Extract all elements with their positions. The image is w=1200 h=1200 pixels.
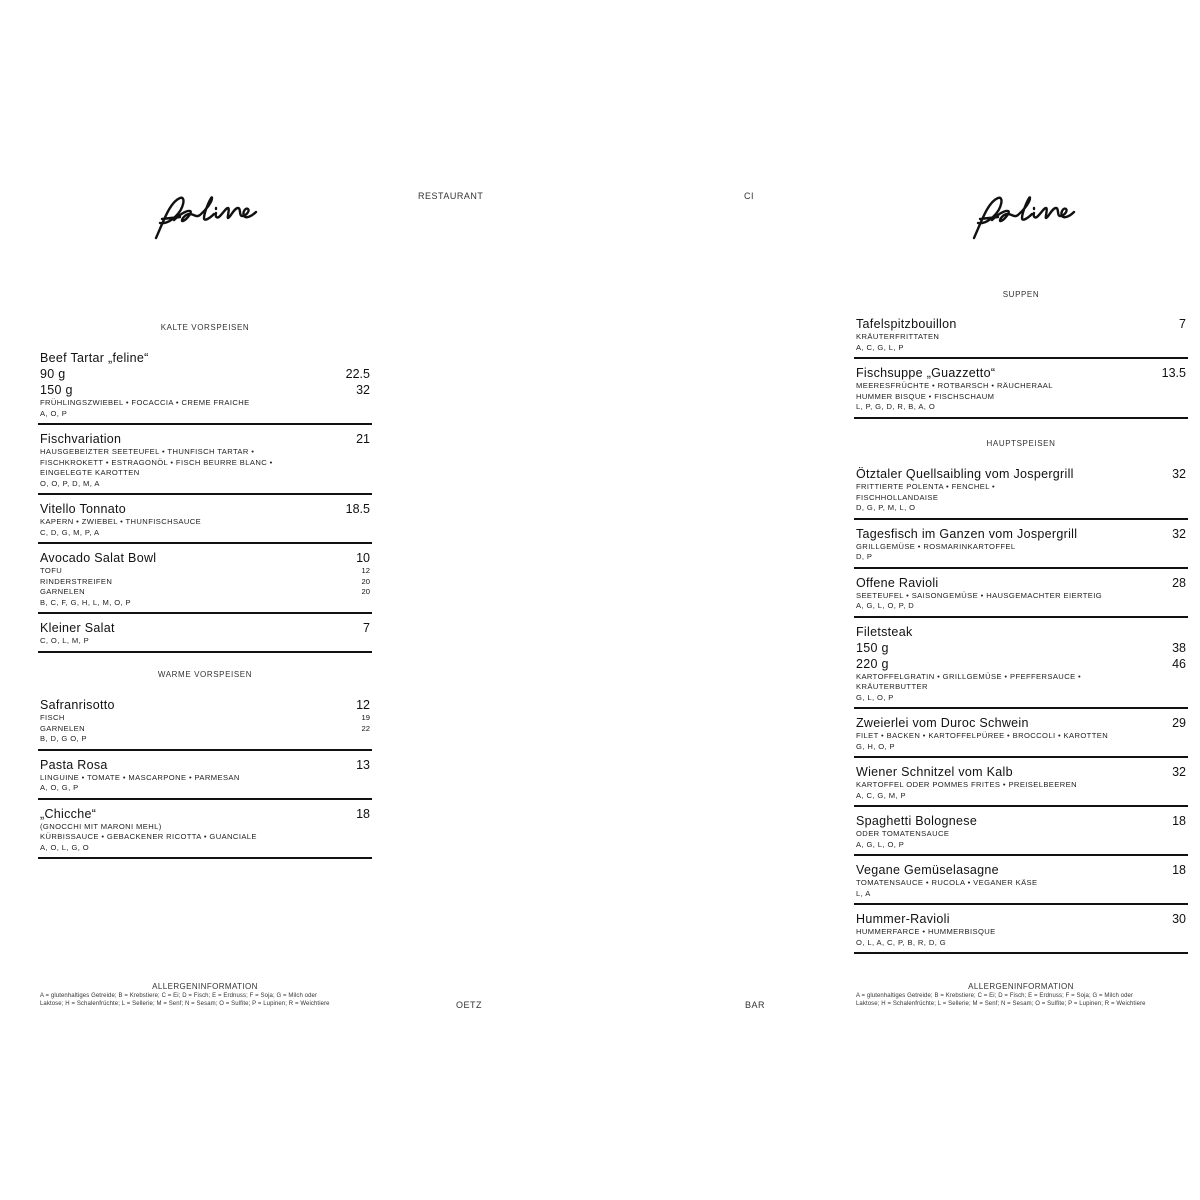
dish-description: FRÜHLINGSZWIEBEL • FOCACCIA • CREME FRAICHE <box>40 398 250 407</box>
dish-description: ODER TOMATENSAUCE <box>856 829 950 838</box>
menu-item <box>38 757 372 800</box>
allergen-title: ALLERGENINFORMATION <box>152 982 258 991</box>
footer-oetz: OETZ <box>456 1000 482 1010</box>
menu-item-header <box>40 697 370 713</box>
feline-logo <box>150 190 260 250</box>
dish-description: FILET • BACKEN • KARTOFFELPÜREE • BROCCOLI • KAROTTEN <box>856 731 1109 740</box>
menu-item <box>38 501 372 544</box>
dish-description: KÜRBISSAUCE • GEBACKENER RICOTTA • GUANCIALE <box>40 832 257 841</box>
dish-name: Avocado Salat Bowl <box>40 551 157 565</box>
dish-price: 32 <box>1172 526 1186 541</box>
dish-name: Fischvariation <box>40 432 122 446</box>
right-menu-page <box>600 0 1200 1200</box>
menu-item <box>854 715 1188 758</box>
menu-item <box>854 365 1188 419</box>
allergen-line: A = glutenhaltiges Getreide; B = Krebstiere; C = Ei; D = Fisch; E = Erdnuss; F = Soja; G = Milch oder <box>856 993 1134 999</box>
allergen-codes: B, D, G O, P <box>40 734 87 743</box>
variant-label: 220 g <box>856 656 889 671</box>
menu-item-header <box>856 764 1186 780</box>
menu-item-header <box>856 466 1186 482</box>
variant-label: 90 g <box>40 367 66 381</box>
addon-price: 12 <box>361 566 370 575</box>
size-variant-row <box>856 656 1186 672</box>
feline-logo <box>968 190 1078 250</box>
dish-price: 13 <box>356 757 370 772</box>
dish-description: EINGELEGTE KAROTTEN <box>40 468 140 477</box>
menu-item-header <box>40 350 370 366</box>
addon-label: GARNELEN <box>40 723 85 733</box>
dish-name: Filetsteak <box>856 624 913 639</box>
addon-label: TOFU <box>40 566 63 575</box>
dish-description: FISCHHOLLANDAISE <box>856 492 939 502</box>
menu-item <box>854 862 1188 905</box>
allergen-codes: A, C, G, M, P <box>856 790 906 800</box>
menu-list-suppen <box>854 316 1188 425</box>
menu-item <box>854 316 1188 359</box>
allergen-codes: G, L, O, P <box>856 692 894 702</box>
variant-price: 38 <box>1172 640 1186 655</box>
menu-item <box>854 526 1188 569</box>
addon-label: RINDERSTREIFEN <box>40 576 113 586</box>
addon-price: 22 <box>361 723 370 733</box>
variant-label: 150 g <box>856 640 889 655</box>
allergen-codes: A, O, P <box>40 408 68 418</box>
dish-name: Fischsuppe „Guazzetto“ <box>856 366 996 380</box>
dish-description: HUMMER BISQUE • FISCHSCHAUM <box>856 391 995 401</box>
menu-item-header <box>856 911 1186 927</box>
dish-name: Ötztaler Quellsaibling vom Jospergrill <box>856 467 1074 481</box>
menu-item <box>38 550 372 614</box>
menu-item <box>38 697 372 751</box>
dish-description: KRÄUTERFRITTATEN <box>856 332 940 341</box>
menu-item-header <box>40 620 370 636</box>
menu-item <box>854 466 1188 520</box>
dish-price: 12 <box>356 698 370 712</box>
allergen-codes: C, O, L, M, P <box>40 636 90 645</box>
dish-name: Safranrisotto <box>40 698 115 712</box>
menu-item <box>38 806 372 860</box>
allergen-codes: A, G, L, O, P, D <box>856 601 915 610</box>
dish-name: Beef Tartar „feline“ <box>40 351 149 365</box>
addon-row <box>40 724 370 735</box>
size-variant-row <box>40 382 370 398</box>
dish-description: HUMMERFARCE • HUMMERBISQUE <box>856 927 996 936</box>
menu-item <box>38 431 372 495</box>
addon-row <box>40 713 370 724</box>
menu-item-header <box>856 862 1186 878</box>
variant-label: 150 g <box>40 383 73 397</box>
menu-item-header <box>40 550 370 566</box>
addon-label: FISCH <box>40 713 65 722</box>
dish-name: Offene Ravioli <box>856 575 939 590</box>
dish-price: 18 <box>1172 863 1186 877</box>
dish-price: 10 <box>356 551 370 565</box>
menu-item-header <box>856 316 1186 332</box>
dish-price: 18 <box>356 806 370 821</box>
variant-price: 22.5 <box>345 367 370 381</box>
dish-description: KARTOFFELGRATIN • GRILLGEMÜSE • PFEFFERSAUCE • <box>856 671 1082 681</box>
allergen-codes: D, G, P, M, L, O <box>856 503 916 512</box>
allergen-codes: G, H, O, P <box>856 741 896 751</box>
menu-item <box>854 911 1188 954</box>
dish-description: FISCHKROKETT • ESTRAGONÖL • FISCH BEURRE BLANC • <box>40 457 273 467</box>
size-variant-row <box>856 640 1186 656</box>
dish-name: Spaghetti Bolognese <box>856 814 978 828</box>
allergen-line: A = glutenhaltiges Getreide; B = Krebstiere; C = Ei; D = Fisch; E = Erdnuss; F = Soja; G = Milch oder <box>40 993 318 999</box>
allergen-codes: A, O, L, G, O <box>40 842 90 852</box>
menu-item-header <box>856 624 1186 640</box>
dish-name: Tafelspitzbouillon <box>856 317 957 331</box>
menu-item <box>854 813 1188 856</box>
dish-price: 13.5 <box>1161 366 1186 380</box>
allergen-codes: C, D, G, M, P, A <box>40 527 100 537</box>
addon-row <box>40 577 370 588</box>
dish-name: Wiener Schnitzel vom Kalb <box>856 765 1013 779</box>
menu-item-header <box>40 431 370 447</box>
section-title-hauptspeisen: HAUPTSPEISEN <box>986 439 1056 448</box>
dish-description: KARTOFFEL ODER POMMES FRITES • PREISELBEEREN <box>856 780 1077 789</box>
variant-price: 32 <box>356 383 370 397</box>
menu-item-header <box>856 526 1186 542</box>
dish-description: GRILLGEMÜSE • ROSMARINKARTOFFEL <box>856 541 1016 551</box>
addon-label: GARNELEN <box>40 587 85 596</box>
menu-item <box>854 624 1188 710</box>
allergen-codes: A, C, G, L, P <box>856 342 904 352</box>
dish-description: MEERESFRÜCHTE • ROTBARSCH • RÄUCHERAAL <box>856 381 1053 390</box>
menu-list-hauptspeisen <box>854 466 1188 960</box>
section-title-kalte-vorspeisen: KALTE VORSPEISEN <box>160 323 250 332</box>
menu-item <box>38 350 372 425</box>
allergen-codes: A, O, G, P <box>40 783 79 792</box>
dish-description: KRÄUTERBUTTER <box>856 682 928 691</box>
section-title-suppen: SUPPEN <box>1002 290 1040 299</box>
dish-description: HAUSGEBEIZTER SEETEUFEL • THUNFISCH TARTAR • <box>40 447 255 456</box>
addon-price: 20 <box>361 576 370 586</box>
dish-name: Pasta Rosa <box>40 757 108 772</box>
dish-description: SEETEUFEL • SAISONGEMÜSE • HAUSGEMACHTER EIERTEIG <box>856 590 1103 600</box>
dish-name: Vegane Gemüselasagne <box>856 863 999 877</box>
menu-item-header <box>856 575 1186 591</box>
addon-row <box>40 587 370 598</box>
menu-item-header <box>856 715 1186 731</box>
dish-price: 7 <box>363 621 370 635</box>
menu-item <box>854 764 1188 807</box>
allergen-codes: B, C, F, G, H, L, M, O, P <box>40 597 132 607</box>
allergen-title: ALLERGENINFORMATION <box>968 982 1074 991</box>
menu-item-header <box>856 813 1186 829</box>
menu-list-warme-vorspeisen <box>38 697 372 865</box>
addon-row <box>40 566 370 577</box>
allergen-line: Laktose; H = Schalenfrüchte; L = Sellerie; M = Senf; N = Sesam; O = Sulfite; P = Lupinen; R = Weichtiere <box>40 1001 330 1007</box>
allergen-codes: L, A <box>856 888 871 898</box>
allergen-information <box>856 983 1186 1008</box>
dish-price: 18 <box>1172 814 1186 828</box>
size-variant-row <box>40 366 370 382</box>
footer-bar: BAR <box>745 1000 766 1010</box>
dish-description: (GNOCCHI MIT MARONI MEHL) <box>40 821 162 831</box>
dish-price: 32 <box>1172 467 1186 481</box>
variant-price: 46 <box>1172 656 1186 671</box>
addon-price: 19 <box>361 713 370 722</box>
dish-description: LINGUINE • TOMATE • MASCARPONE • PARMESAN <box>40 772 240 782</box>
dish-price: 29 <box>1172 716 1186 730</box>
dish-name: Tagesfisch im Ganzen vom Jospergrill <box>856 526 1078 541</box>
allergen-codes: D, P <box>856 552 873 561</box>
menu-item-header <box>856 365 1186 381</box>
dish-description: TOMATENSAUCE • RUCOLA • VEGANER KÄSE <box>856 878 1038 887</box>
dish-price: 32 <box>1172 765 1186 779</box>
dish-price: 18.5 <box>345 502 370 516</box>
dish-price: 30 <box>1172 912 1186 926</box>
menu-item-header <box>40 757 370 773</box>
allergen-codes: L, P, G, D, R, B, A, O <box>856 402 936 411</box>
dish-price: 21 <box>356 432 370 446</box>
dish-name: Kleiner Salat <box>40 621 115 635</box>
dish-description: KAPERN • ZWIEBEL • THUNFISCHSAUCE <box>40 517 202 526</box>
allergen-codes: O, L, A, C, P, B, R, D, G <box>856 937 947 947</box>
allergen-information <box>40 983 370 1008</box>
dish-name: Hummer-Ravioli <box>856 912 950 926</box>
dish-name: Zweierlei vom Duroc Schwein <box>856 716 1029 730</box>
allergen-codes: A, G, L, O, P <box>856 839 905 849</box>
menu-item <box>38 620 372 653</box>
allergen-codes: O, O, P, D, M, A <box>40 478 100 488</box>
addon-price: 20 <box>361 587 370 596</box>
allergen-line: Laktose; H = Schalenfrüchte; L = Sellerie; M = Senf; N = Sesam; O = Sulfite; P = Lupinen; R = Weichtiere <box>856 1001 1146 1007</box>
menu-list-kalte-vorspeisen <box>38 350 372 659</box>
dish-price: 28 <box>1172 575 1186 590</box>
section-title-warme-vorspeisen: WARME VORSPEISEN <box>157 670 253 679</box>
menu-item <box>854 575 1188 618</box>
dish-name: Vitello Tonnato <box>40 502 127 516</box>
dish-description: FRITTIERTE POLENTA • FENCHEL • <box>856 482 996 491</box>
menu-item-header <box>40 501 370 517</box>
dish-name: „Chicche“ <box>40 806 97 821</box>
header-restaurant: RESTAURANT <box>418 191 484 201</box>
dish-price: 7 <box>1179 317 1186 331</box>
menu-item-header <box>40 806 370 822</box>
header-ci: CI <box>744 191 754 201</box>
